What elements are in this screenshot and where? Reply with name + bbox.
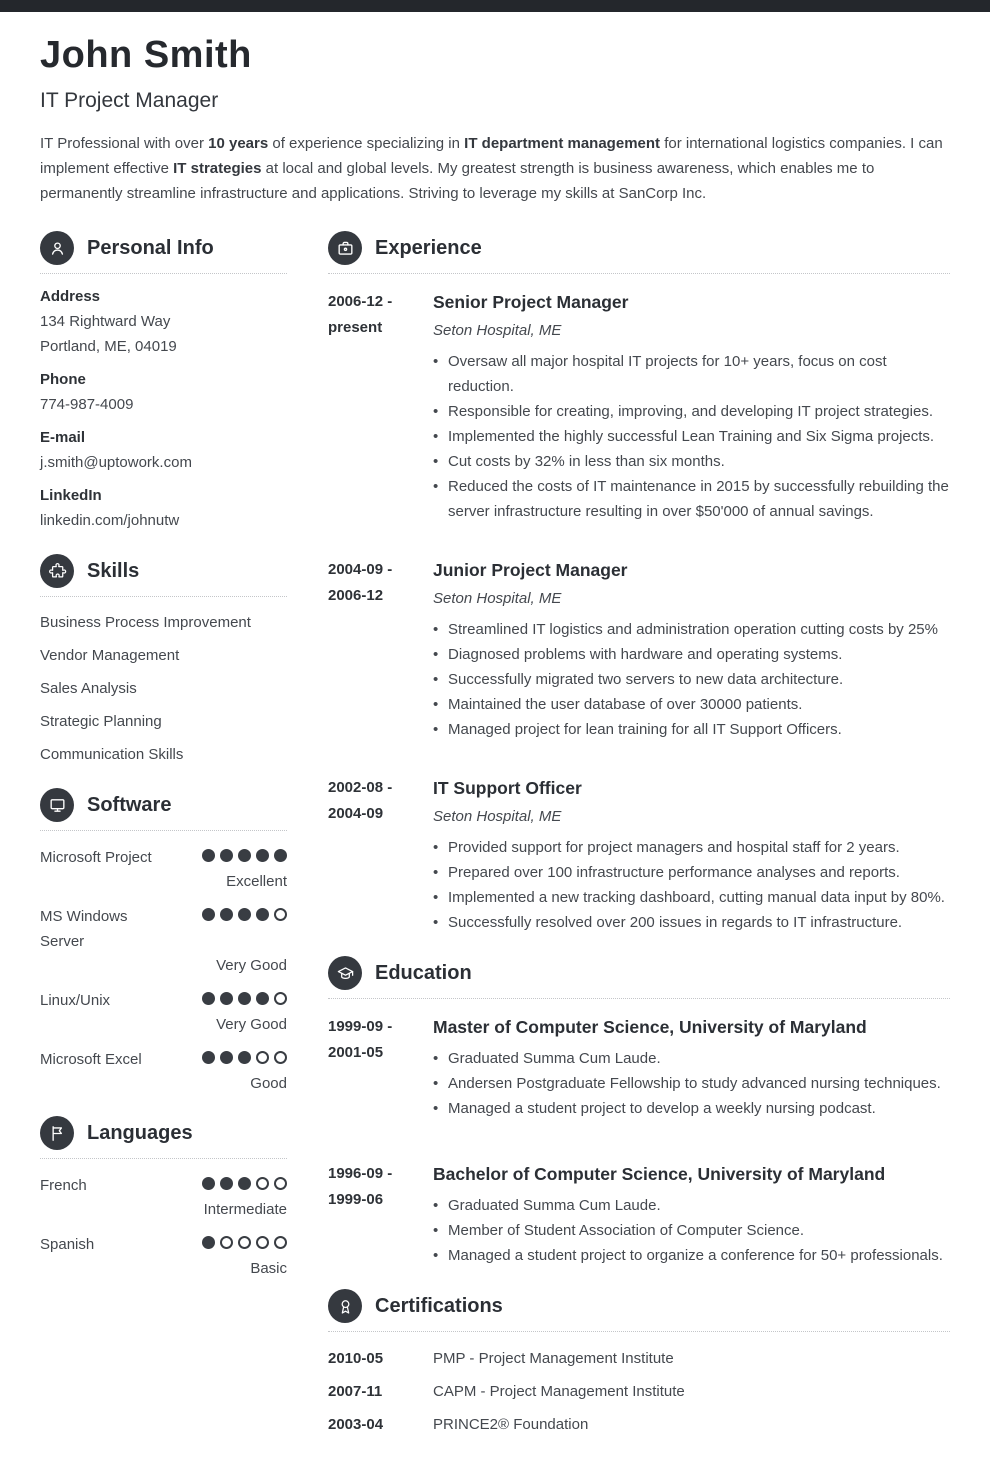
professional-summary bbox=[40, 131, 952, 206]
bullet-item: • Responsible for creating, improving, and developing IT project strategies. bbox=[448, 399, 950, 424]
rating-dot bbox=[220, 849, 233, 862]
section-personal-info bbox=[40, 231, 287, 533]
bullet-item: • Cut costs by 32% in less than six months. bbox=[448, 449, 950, 474]
software-item-name: Microsoft Project bbox=[40, 849, 152, 866]
contact-field-value: Portland, ME, 04019 bbox=[40, 338, 177, 355]
contact-field-value: linkedin.com/johnutw bbox=[40, 512, 180, 529]
experience-entries bbox=[328, 289, 950, 935]
rating-dot bbox=[238, 1051, 251, 1064]
rating-dot bbox=[220, 1177, 233, 1190]
software-item-name: Linux/Unix bbox=[40, 992, 111, 1009]
rating-dot bbox=[256, 849, 269, 862]
graduation-cap-icon bbox=[328, 956, 362, 990]
bullet-list bbox=[433, 617, 950, 742]
entry-date-line: 2004-09 bbox=[328, 805, 384, 822]
software-item-name: MS Windows Server bbox=[40, 908, 128, 950]
contact-field-value: 134 Rightward Way bbox=[40, 313, 171, 330]
bullet-list bbox=[433, 1046, 950, 1121]
rating-dot bbox=[202, 849, 215, 862]
entry-date bbox=[328, 1014, 433, 1121]
bullet-list bbox=[433, 349, 950, 524]
bullet-item: • Oversaw all major hospital IT projects for 10+ years, focus on cost reduction. bbox=[448, 349, 950, 399]
software-item-name: Microsoft Excel bbox=[40, 1051, 142, 1068]
software-item bbox=[40, 1047, 287, 1095]
certification-name: PRINCE2® Foundation bbox=[433, 1416, 589, 1433]
bullet-item: • Provided support for project managers and hospital staff for 2 years. bbox=[448, 835, 950, 860]
contact-field bbox=[40, 367, 287, 417]
job-title: Senior Project Manager bbox=[433, 292, 629, 312]
rating-dot bbox=[238, 992, 251, 1005]
contact-field-label: LinkedIn bbox=[40, 487, 102, 504]
job-title: IT Support Officer bbox=[433, 778, 582, 798]
contact-field bbox=[40, 284, 287, 359]
rating-level-label: Excellent bbox=[226, 873, 287, 890]
language-item bbox=[40, 1232, 287, 1280]
experience-entry bbox=[328, 557, 950, 742]
certifications-header bbox=[328, 1289, 950, 1323]
certification-entry bbox=[328, 1412, 950, 1437]
section-title: Personal Info bbox=[87, 236, 214, 259]
top-accent-bar bbox=[0, 0, 990, 12]
bullet-item: • Implemented a new tracking dashboard, cutting manual data input by 80%. bbox=[448, 885, 950, 910]
certification-entry bbox=[328, 1379, 950, 1404]
person-job-title: IT Project Manager bbox=[40, 89, 219, 112]
rating-dot bbox=[238, 849, 251, 862]
rating-dot bbox=[238, 1236, 251, 1249]
bullet-item: • Maintained the user database of over 30000 patients. bbox=[448, 692, 950, 717]
entry-date-line: 2004-09 - bbox=[328, 561, 393, 578]
rating-level-label: Good bbox=[250, 1075, 287, 1092]
certification-date: 2003-04 bbox=[328, 1416, 384, 1433]
education-entries bbox=[328, 1014, 950, 1268]
rating-dot bbox=[220, 1236, 233, 1249]
bullet-item: • Successfully migrated two servers to new data architecture. bbox=[448, 667, 950, 692]
rating-dots bbox=[202, 988, 287, 1005]
monitor-icon bbox=[40, 788, 74, 822]
rating-dot bbox=[238, 1177, 251, 1190]
language-item-name: French bbox=[40, 1177, 87, 1194]
entry-date-line: 2001-05 bbox=[328, 1044, 384, 1061]
company-name: Seton Hospital, ME bbox=[433, 322, 562, 339]
contact-fields bbox=[40, 284, 287, 533]
summary-segment: of experience specializing in bbox=[268, 135, 465, 152]
section-software bbox=[40, 788, 287, 1095]
bullet-item: • Graduated Summa Cum Laude. bbox=[448, 1193, 950, 1218]
rating-dot bbox=[274, 908, 287, 921]
bullet-item: • Implemented the highly successful Lean Training and Six Sigma projects. bbox=[448, 424, 950, 449]
education-header bbox=[328, 956, 950, 990]
section-education bbox=[328, 956, 950, 1268]
rating-dots bbox=[202, 904, 287, 921]
bullet-item: • Andersen Postgraduate Fellowship to study advanced nursing techniques. bbox=[448, 1071, 950, 1096]
rating-dot bbox=[274, 1051, 287, 1064]
rating-dot bbox=[256, 908, 269, 921]
section-skills bbox=[40, 554, 287, 767]
contact-field-value: 774-987-4009 bbox=[40, 396, 134, 413]
skills-header bbox=[40, 554, 287, 588]
section-title: Skills bbox=[87, 559, 140, 582]
rating-level-label: Basic bbox=[250, 1260, 287, 1277]
summary-segment: for international logistics companies. I can implement effective bbox=[40, 135, 943, 177]
software-item bbox=[40, 845, 287, 893]
flag-icon bbox=[40, 1116, 74, 1150]
summary-segment: IT strategies bbox=[173, 160, 262, 177]
personal-info-header bbox=[40, 231, 287, 265]
main-column bbox=[328, 231, 950, 1458]
summary-segment: at local and global levels. My greatest strength is business awareness, which enables me to permanently streamline infrastructure and applications. Striving to leverage my skills at SanCorp Inc. bbox=[40, 160, 875, 202]
section-title: Education bbox=[375, 961, 472, 984]
contact-field-value: j.smith@uptowork.com bbox=[40, 454, 192, 471]
certification-date: 2010-05 bbox=[328, 1350, 384, 1367]
skill-item: Sales Analysis bbox=[40, 680, 137, 697]
job-title: Junior Project Manager bbox=[433, 560, 628, 580]
bullet-item: • Managed a student project to organize a conference for 50+ professionals. bbox=[448, 1243, 950, 1268]
bullet-item: • Reduced the costs of IT maintenance in 2015 by successfully rebuilding the server infrastructure resulting in over $50'000 of annual savings. bbox=[448, 474, 950, 524]
contact-field bbox=[40, 425, 287, 475]
person-icon bbox=[40, 231, 74, 265]
experience-entry bbox=[328, 775, 950, 935]
company-name: Seton Hospital, ME bbox=[433, 590, 562, 607]
section-divider bbox=[40, 273, 287, 274]
bullet-item: • Prepared over 100 infrastructure performance analyses and reports. bbox=[448, 860, 950, 885]
rating-dots bbox=[202, 1173, 287, 1190]
language-item bbox=[40, 1173, 287, 1221]
rating-dots bbox=[202, 845, 287, 862]
degree-title: Bachelor of Computer Science, University of Maryland bbox=[433, 1164, 886, 1184]
skill-item: Business Process Improvement bbox=[40, 614, 251, 631]
software-item bbox=[40, 988, 287, 1036]
rating-dot bbox=[202, 992, 215, 1005]
section-title: Software bbox=[87, 793, 172, 816]
certification-date: 2007-11 bbox=[328, 1383, 383, 1400]
contact-field-label: Phone bbox=[40, 371, 86, 388]
rating-dot bbox=[256, 1236, 269, 1249]
entry-date bbox=[328, 1161, 433, 1268]
certification-name: CAPM - Project Management Institute bbox=[433, 1383, 685, 1400]
education-entry bbox=[328, 1014, 950, 1121]
summary-segment: IT Professional with over bbox=[40, 135, 209, 152]
entry-date bbox=[328, 775, 433, 935]
entry-date-line: present bbox=[328, 319, 383, 336]
entry-date bbox=[328, 557, 433, 742]
section-certifications bbox=[328, 1289, 950, 1437]
section-title: Experience bbox=[375, 236, 482, 259]
rating-dot bbox=[256, 1177, 269, 1190]
content-columns bbox=[0, 231, 990, 1458]
bullet-item: • Managed project for lean training for all IT Support Officers. bbox=[448, 717, 950, 742]
rating-level-label: Intermediate bbox=[203, 1201, 287, 1218]
rating-dot bbox=[202, 1236, 215, 1249]
resume-header bbox=[0, 12, 990, 206]
languages-header bbox=[40, 1116, 287, 1150]
rating-dot bbox=[202, 1177, 215, 1190]
bullet-item: • Diagnosed problems with hardware and operating systems. bbox=[448, 642, 950, 667]
entry-date-line: 1999-09 - bbox=[328, 1018, 393, 1035]
company-name: Seton Hospital, ME bbox=[433, 808, 562, 825]
contact-field-label: E-mail bbox=[40, 429, 86, 446]
bullet-item: • Member of Student Association of Computer Science. bbox=[448, 1218, 950, 1243]
rating-dot bbox=[256, 1051, 269, 1064]
rating-dot bbox=[274, 992, 287, 1005]
certification-list bbox=[328, 1346, 950, 1437]
bullet-item: • Successfully resolved over 200 issues in regards to IT infrastructure. bbox=[448, 910, 950, 935]
section-divider bbox=[328, 998, 950, 999]
section-title: Languages bbox=[87, 1121, 193, 1144]
section-experience bbox=[328, 231, 950, 935]
skill-item: Communication Skills bbox=[40, 746, 184, 763]
section-divider bbox=[40, 830, 287, 831]
entry-date-line: 1996-09 - bbox=[328, 1165, 393, 1182]
experience-entry bbox=[328, 289, 950, 524]
rating-dot bbox=[220, 1051, 233, 1064]
bullet-list bbox=[433, 835, 950, 935]
briefcase-icon bbox=[328, 231, 362, 265]
rating-dot bbox=[220, 908, 233, 921]
skill-item: Strategic Planning bbox=[40, 713, 162, 730]
section-divider bbox=[40, 1158, 287, 1159]
rating-dot bbox=[220, 992, 233, 1005]
software-list bbox=[40, 845, 287, 1095]
entry-date-line: 2006-12 - bbox=[328, 293, 393, 310]
rating-level-label: Very Good bbox=[216, 957, 287, 974]
education-entry bbox=[328, 1161, 950, 1268]
section-title: Certifications bbox=[375, 1294, 503, 1317]
entry-date-line: 1999-06 bbox=[328, 1191, 384, 1208]
certification-entry bbox=[328, 1346, 950, 1371]
software-item bbox=[40, 904, 287, 977]
skill-list bbox=[40, 610, 287, 767]
person-name: John Smith bbox=[40, 34, 252, 76]
rating-level-label: Very Good bbox=[216, 1016, 287, 1033]
summary-segment: 10 years bbox=[208, 135, 269, 152]
rating-dot bbox=[238, 908, 251, 921]
contact-field bbox=[40, 483, 287, 533]
section-languages bbox=[40, 1116, 287, 1280]
rating-dot bbox=[274, 1236, 287, 1249]
bullet-list bbox=[433, 1193, 950, 1268]
bullet-item: • Streamlined IT logistics and administration operation cutting costs by 25% bbox=[448, 617, 950, 642]
degree-title: Master of Computer Science, University of Maryland bbox=[433, 1017, 867, 1037]
experience-header bbox=[328, 231, 950, 265]
bullet-item: • Graduated Summa Cum Laude. bbox=[448, 1046, 950, 1071]
rating-dot bbox=[202, 908, 215, 921]
rating-dot bbox=[274, 1177, 287, 1190]
contact-field-label: Address bbox=[40, 288, 101, 305]
section-divider bbox=[328, 1331, 950, 1332]
skill-item: Vendor Management bbox=[40, 647, 180, 664]
sidebar bbox=[40, 231, 287, 1458]
section-divider bbox=[328, 273, 950, 274]
rating-dot bbox=[256, 992, 269, 1005]
entry-date bbox=[328, 289, 433, 524]
rating-dots bbox=[202, 1047, 287, 1064]
certification-name: PMP - Project Management Institute bbox=[433, 1350, 674, 1367]
rating-dots bbox=[202, 1232, 287, 1249]
entry-date-line: 2006-12 bbox=[328, 587, 384, 604]
language-item-name: Spanish bbox=[40, 1236, 95, 1253]
puzzle-icon bbox=[40, 554, 74, 588]
language-list bbox=[40, 1173, 287, 1280]
rating-dot bbox=[274, 849, 287, 862]
section-divider bbox=[40, 596, 287, 597]
award-icon bbox=[328, 1289, 362, 1323]
entry-date-line: 2002-08 - bbox=[328, 779, 393, 796]
software-header bbox=[40, 788, 287, 822]
rating-dot bbox=[202, 1051, 215, 1064]
summary-segment: IT department management bbox=[464, 135, 661, 152]
bullet-item: • Managed a student project to develop a weekly nursing podcast. bbox=[448, 1096, 950, 1121]
